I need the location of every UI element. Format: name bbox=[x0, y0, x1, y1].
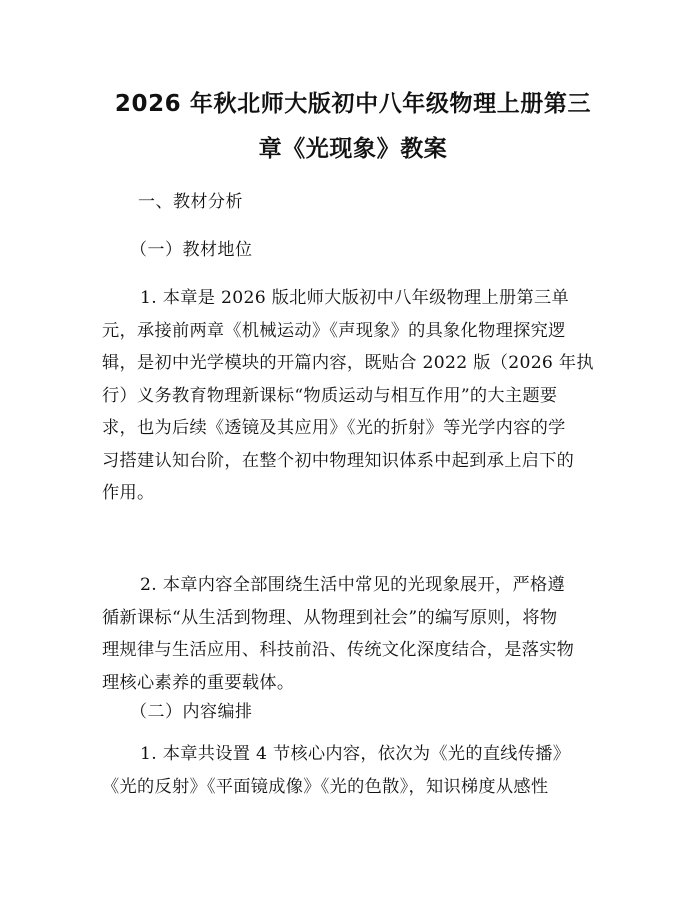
paragraph-content-arrangement-1 bbox=[102, 738, 598, 803]
paragraph-line: 元，承接前两章《机械运动》《声现象》的具象化物理探究逻 bbox=[102, 320, 566, 341]
paragraph-line: 1. 本章共设置 4 节核心内容，依次为《光的直线传播》 bbox=[140, 744, 571, 764]
paragraph-line: 作用。 bbox=[102, 483, 155, 503]
paragraph-line: 习搭建认知台阶，在整个初中物理知识体系中起到承上启下的 bbox=[102, 450, 575, 471]
paragraph-line: 行）义务教育物理新课标“物质运动与相互作用”的大主题要 bbox=[102, 385, 558, 406]
section-heading-teaching-material-analysis: 一、教材分析 bbox=[138, 192, 243, 212]
paragraph-line: 辑，是初中光学模块的开篇内容，既贴合 2022 版（2026 年执 bbox=[102, 353, 594, 373]
title-line: 2026 年秋北师大版初中八年级物理上册第三 bbox=[114, 91, 592, 117]
paragraph-line: 循新课标“从生活到物理、从物理到社会”的编写原则，将物 bbox=[102, 607, 558, 628]
paragraph-line: 理规律与生活应用、科技前沿、传统文化深度结合，是落实物 bbox=[102, 640, 575, 660]
subsection-heading-material-position: （一）教材地位 bbox=[130, 240, 253, 260]
paragraph-line: 1. 本章是 2026 版北师大版初中八年级物理上册第三单 bbox=[140, 288, 569, 308]
paragraph-line: 《光的反射》《平面镜成像》《光的色散》，知识梯度从感性 bbox=[102, 776, 549, 797]
paragraph-line: 2. 本章内容全部围绕生活中常见的光现象展开，严格遵 bbox=[140, 575, 565, 595]
title-line: 章《光现象》教案 bbox=[258, 136, 448, 162]
paragraph-line: 理核心素养的重要载体。 bbox=[102, 672, 295, 693]
paragraph-material-position-1 bbox=[102, 282, 598, 510]
document-title bbox=[98, 82, 608, 172]
paragraph-line: 求，也为后续《透镜及其应用》《光的折射》等光学内容的学 bbox=[102, 418, 566, 438]
subsection-heading-content-arrangement: （二）内容编排 bbox=[130, 702, 253, 722]
paragraph-material-position-2 bbox=[102, 569, 598, 699]
